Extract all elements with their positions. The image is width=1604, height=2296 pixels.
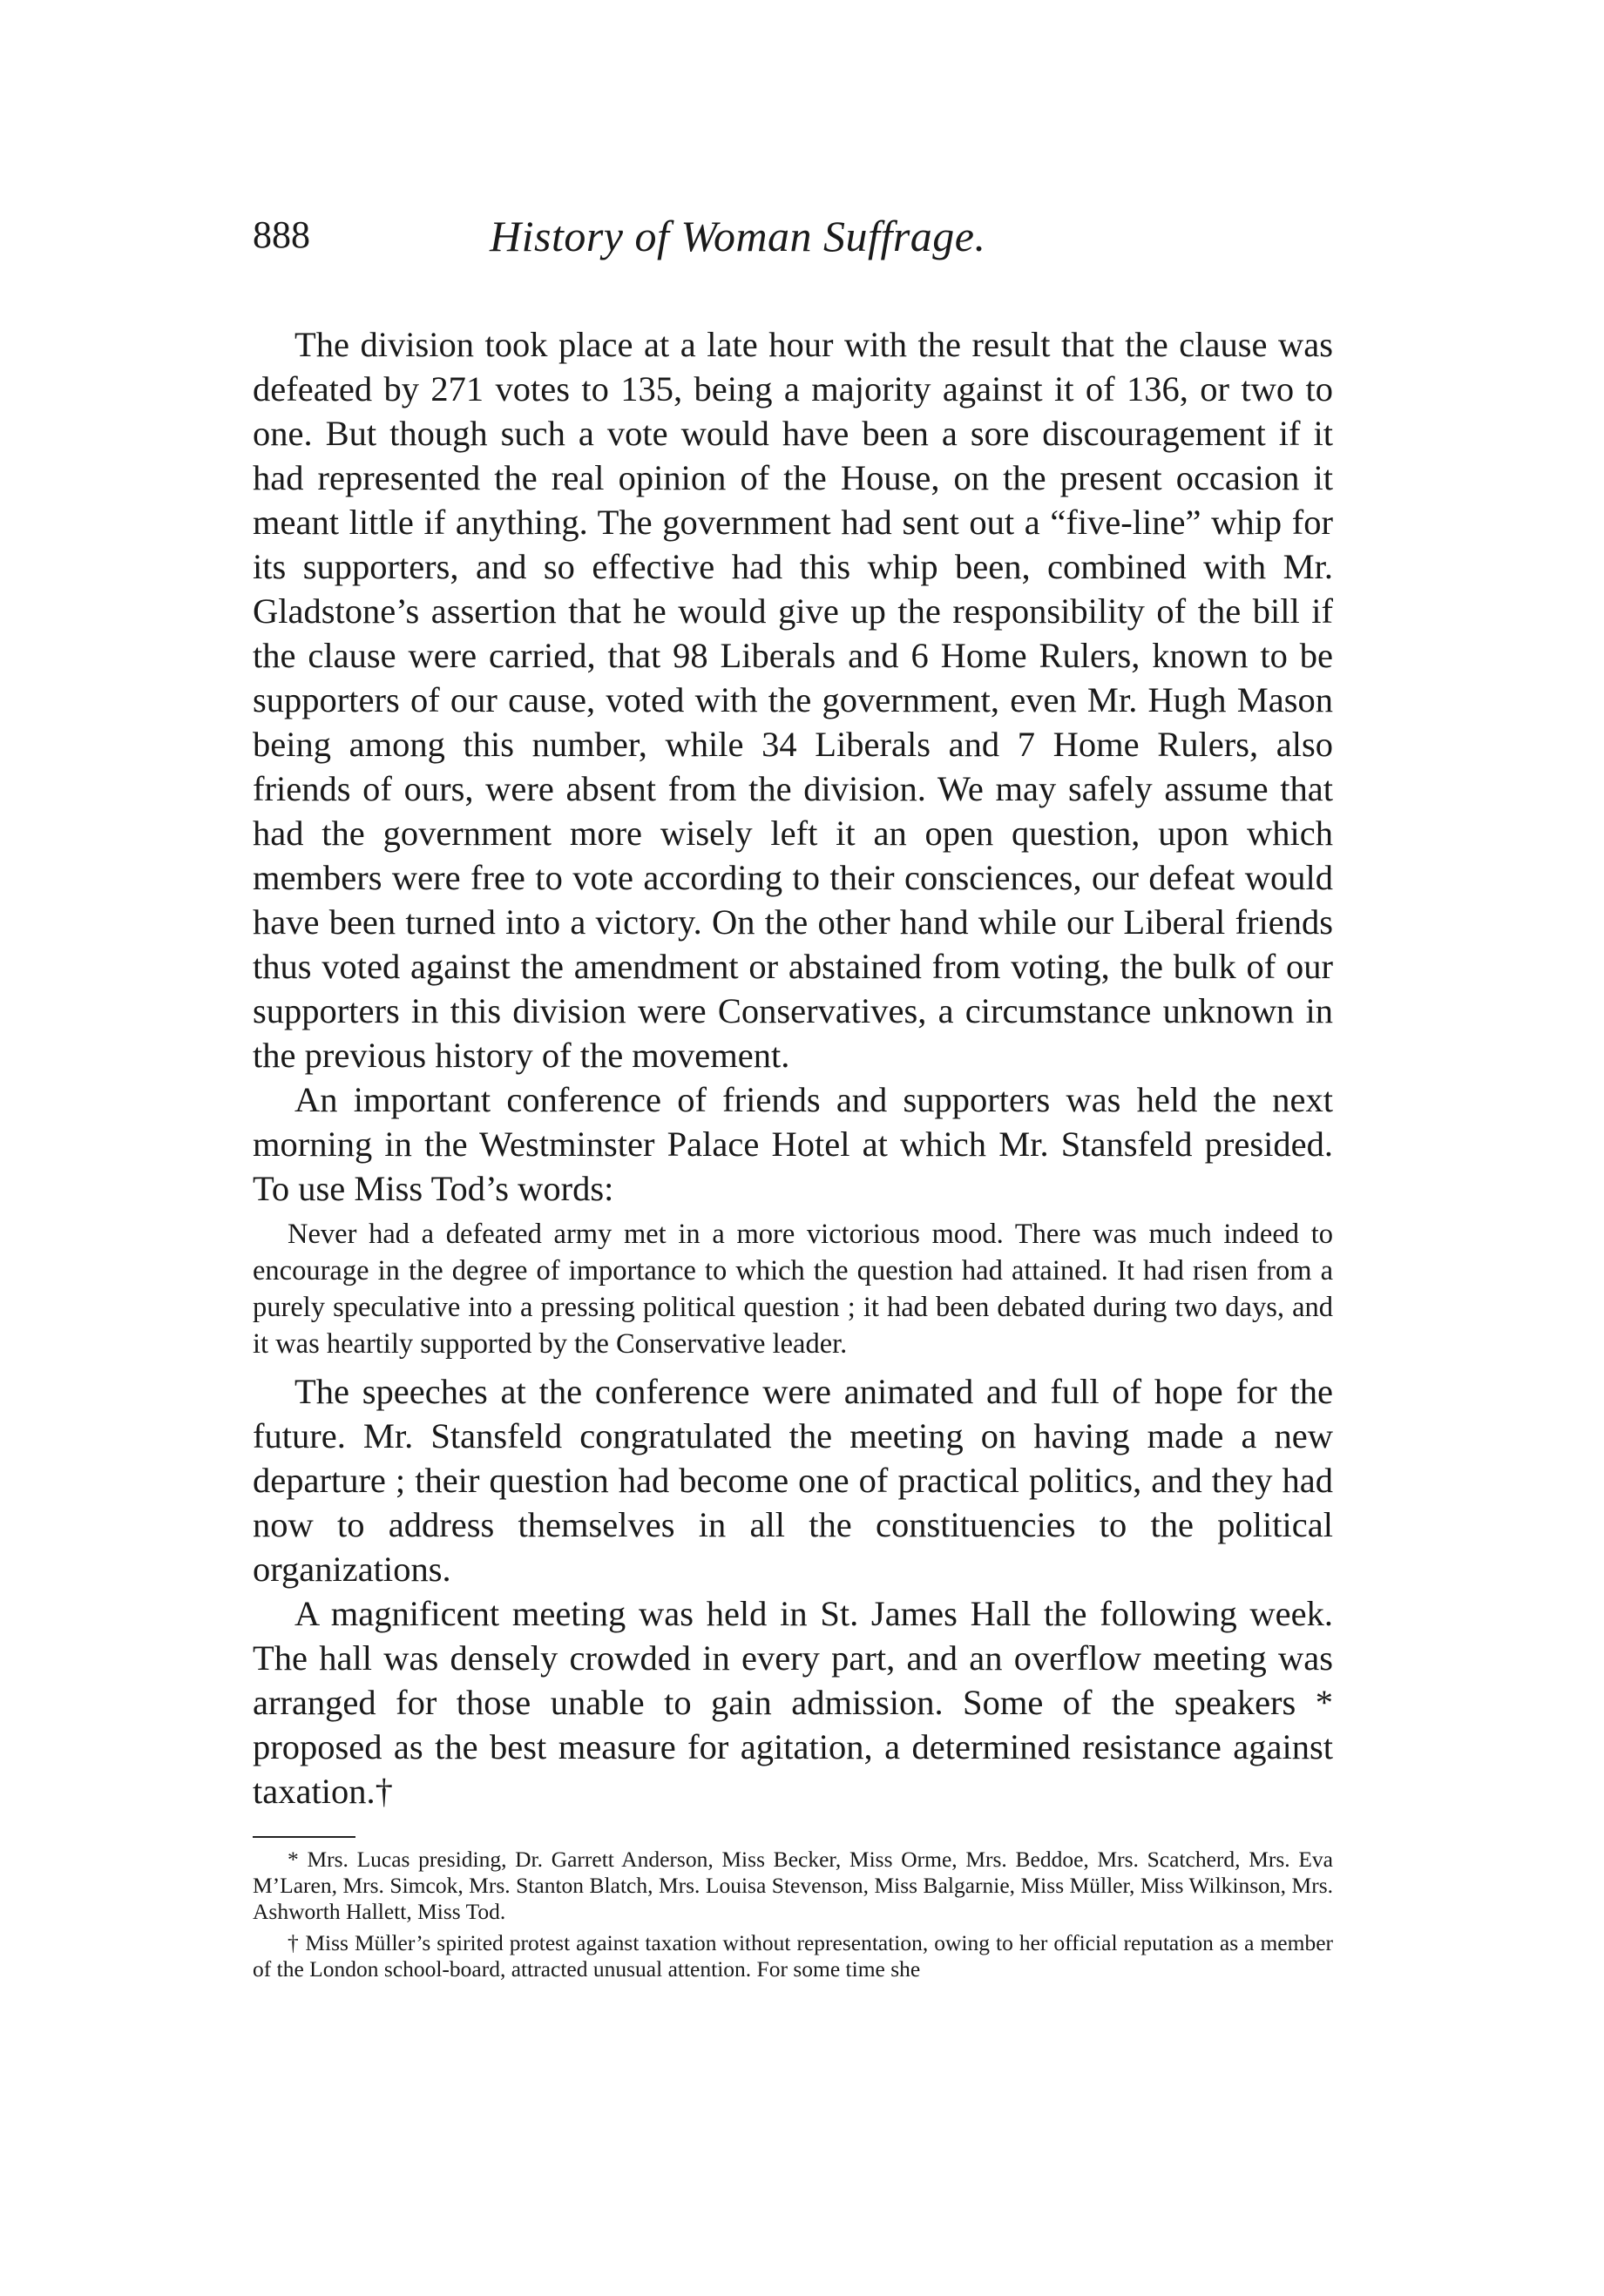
book-page [253, 202, 1333, 1988]
paragraph-division-vote: The division took place at a late hour with the result that the clause was defeated by 271 votes to 135, being a majority against it of 136, or two to one. But though such a vote would have been a sore discouragement if it had represented the real opinion of the House, on the present occasion it meant little if anything. The government had sent out a “five-line” whip for its supporters, and so effective had this whip been, combined with Mr. Gladstone’s assertion that he would give up the responsibility of the bill if the clause were carried, that 98 Liberals and 6 Home Rulers, known to be supporters of our cause, voted with the government, even Mr. Hugh Mason being among this number, while 34 Liberals and 7 Home Rulers, also friends of ours, were absent from the division. We may safely assume that had the government more wisely left it an open question, upon which members were free to vote according to their consciences, our defeat would have been turned into a victory. On the other hand while our Liberal friends thus voted against the amendment or abstained from voting, the bulk of our supporters in this division were Conservatives, a circumstance unknown in the previous history of the movement. [253, 325, 1333, 1075]
footnote-speakers: * Mrs. Lucas presiding, Dr. Garrett Anderson, Miss Becker, Miss Orme, Mrs. Beddoe, Mrs. Scatcherd, Mrs. Eva M’Laren, Mrs. Simcok, Mrs. Stanton Blatch, Mrs. Louisa Stevenson, Miss Balgarnie, Miss Müller, Miss Wilkinson, Mrs. Ashworth Hallett, Miss Tod. [253, 1847, 1333, 1924]
running-head [253, 202, 1333, 280]
running-title: History of Woman Suffrage. [490, 212, 986, 260]
paragraph-conference: An important conference of friends and supporters was held the next morning in the Westminster Palace Hotel at which Mr. Stansfeld presided. To use Miss Tod’s words: [253, 1080, 1333, 1208]
footnote-miss-muller: † Miss Müller’s spirited protest against taxation without representation, owing to her official reputation as a member of the London school-board, attracted unusual attention. For some time she [253, 1930, 1333, 1982]
block-quote-miss-tod: Never had a defeated army met in a more victorious mood. There was much indeed to encourage in the degree of importance to which the question had attained. It had risen from a purely speculative into a pressing political question ; it had been debated during two days, and it was heartily supported by the Conservative leader. [253, 1219, 1333, 1360]
paragraph-speeches: The speeches at the conference were animated and full of hope for the future. Mr. Stansfeld congratulated the meeting on having made a new departure ; their question had become one of practical politics, and they had now to address themselves in all the constituencies to the political organizations. [253, 1372, 1333, 1589]
page-number: 888 [253, 213, 310, 256]
footnote-rule [253, 1836, 355, 1838]
body-text [253, 322, 1333, 1813]
paragraph-st-james-hall: A magnificent meeting was held in St. James Hall the following week. The hall was densely crowded in every part, and an overflow meeting was arranged for those unable to gain admission. Some of the speakers * proposed as the best measure for agitation, a determined resistance against taxation.† [253, 1594, 1333, 1811]
footnotes [253, 1847, 1333, 1982]
